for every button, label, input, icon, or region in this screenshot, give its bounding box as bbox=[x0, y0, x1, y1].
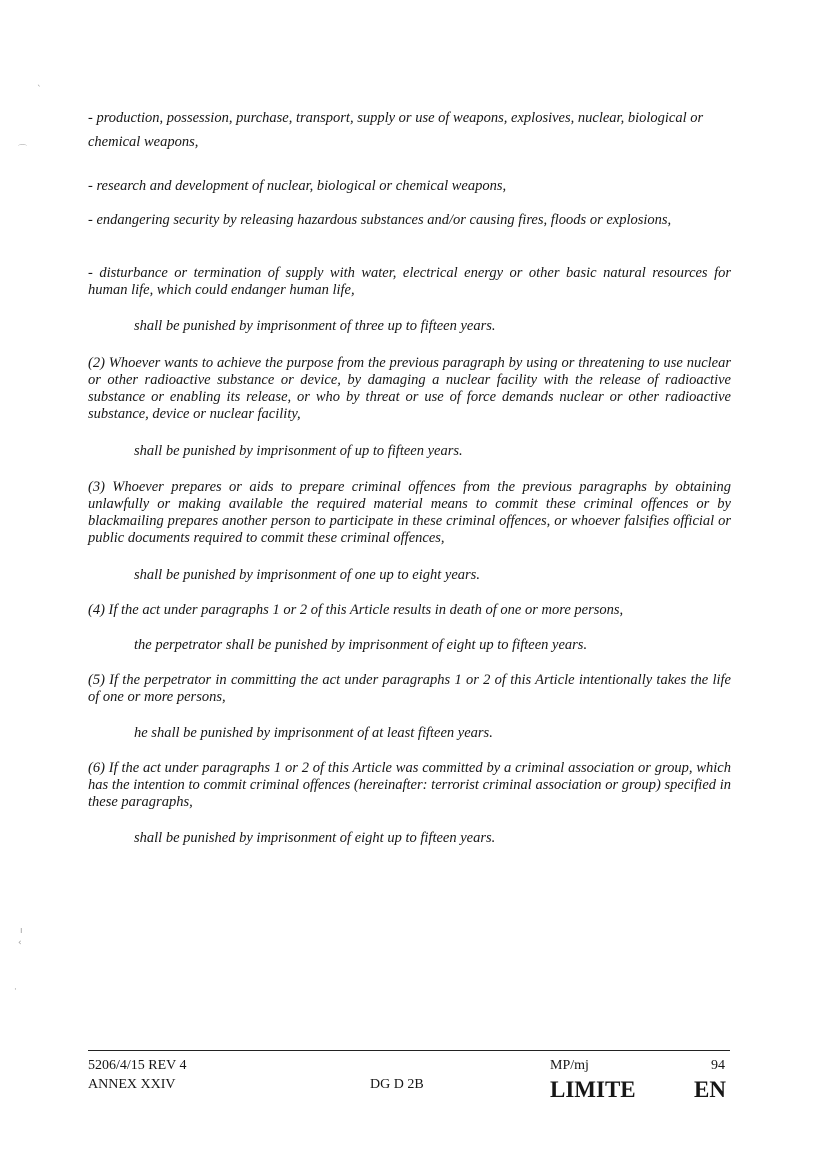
doc-reference: 5206/4/15 REV 4 bbox=[88, 1058, 187, 1073]
paragraph-5: (5) If the perpetrator in committing the act under paragraphs 1 or 2 of this Article intentionally takes the life of one or more persons, bbox=[88, 672, 731, 705]
scan-mark: · bbox=[14, 985, 17, 995]
language-code: EN bbox=[694, 1077, 726, 1102]
paragraph-4: (4) If the act under paragraphs 1 or 2 of this Article results in death of one or more persons, bbox=[88, 602, 624, 618]
list-item-supply: - disturbance or termination of supply with water, electrical energy or other basic natural resources for human life, which could endanger human life, bbox=[88, 265, 731, 298]
scan-mark: ` bbox=[37, 85, 42, 95]
page-number: 94 bbox=[711, 1058, 725, 1073]
dg-label: DG D 2B bbox=[370, 1077, 424, 1092]
list-item-weapons: - production, possession, purchase, transport, supply or use of weapons, explosives, nuclear, biological or chemical weapons, bbox=[88, 110, 704, 150]
scan-mark: ı bbox=[20, 926, 23, 936]
scan-mark: ⌒ bbox=[18, 145, 28, 155]
paragraph-2: (2) Whoever wants to achieve the purpose from the previous paragraph by using or threatening to use nuclear or other radioactive substance or device, by damaging a nuclear facility with the release of radioactive substance or enabling its release, or who by threat or use of force demands nuclear or other radioactive substance, device or nuclear facility, bbox=[88, 355, 731, 422]
author-initials: MP/mj bbox=[550, 1058, 589, 1073]
penalty-paragraph-4: the perpetrator shall be punished by imprisonment of eight up to fifteen years. bbox=[134, 637, 588, 653]
penalty-paragraph-2: shall be punished by imprisonment of up to fifteen years. bbox=[134, 443, 463, 459]
list-item-research: - research and development of nuclear, biological or chemical weapons, bbox=[88, 178, 507, 194]
annex-label: ANNEX XXIV bbox=[88, 1077, 176, 1092]
scan-mark: ‹ bbox=[18, 938, 22, 948]
footer-divider bbox=[88, 1050, 730, 1051]
penalty-paragraph-6: shall be punished by imprisonment of eight up to fifteen years. bbox=[134, 830, 496, 846]
paragraph-3: (3) Whoever prepares or aids to prepare criminal offences from the previous paragraphs by obtaining unlawfully or making available the required material means to commit these criminal offences or by blackmailing prepares another person to participate in these criminal offences, or whoever falsifies official or public documents required to commit these criminal offences, bbox=[88, 479, 731, 546]
penalty-paragraph-3: shall be punished by imprisonment of one up to eight years. bbox=[134, 567, 480, 583]
list-item-hazardous: - endangering security by releasing hazardous substances and/or causing fires, floods or explosions, bbox=[88, 212, 672, 228]
paragraph-6: (6) If the act under paragraphs 1 or 2 of this Article was committed by a criminal association or group, which has the intention to commit criminal offences (hereinafter: terrorist criminal association or group) specified in these paragraphs, bbox=[88, 760, 731, 810]
penalty-paragraph-1: shall be punished by imprisonment of three up to fifteen years. bbox=[134, 318, 496, 334]
classification-label: LIMITE bbox=[550, 1077, 636, 1102]
penalty-paragraph-5: he shall be punished by imprisonment of at least fifteen years. bbox=[134, 725, 493, 741]
